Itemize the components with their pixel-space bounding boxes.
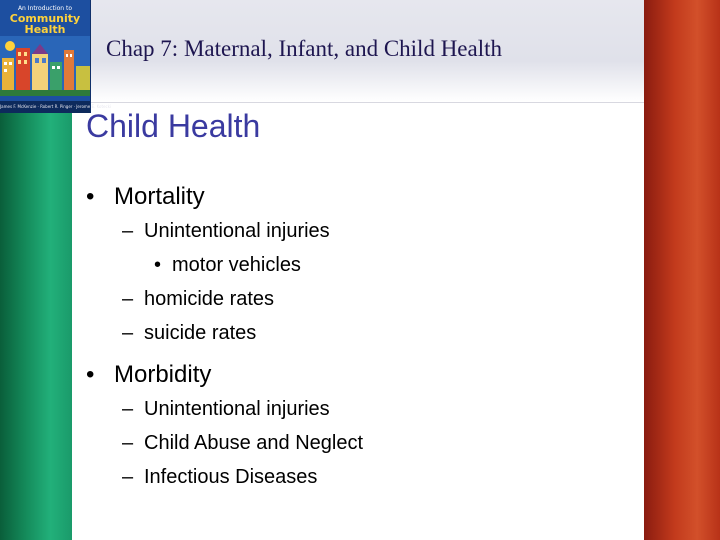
header-divider [72,102,644,103]
bullet-label: Morbidity [114,361,212,388]
sub-item-homicide-rates [86,282,636,316]
cover-authors: James F. McKenzie · Robert R. Pinger · Jerome E. Kotecki [0,101,90,113]
sub-item-label: Child Abuse and Neglect [144,432,364,454]
bullet-dot-icon: • [86,361,95,388]
dash-icon: – [122,398,134,420]
slide-header: Chap 7: Maternal, Infant, and Child Health [106,36,503,61]
sub-item-label: Infectious Diseases [144,466,318,488]
sub-item-suicide-rates [86,316,636,350]
sub-item-label: Unintentional injuries [144,220,330,242]
dash-icon: – [122,432,134,454]
bullet-morbidity [86,358,636,392]
cover-title-line1: Community [9,12,81,25]
bullet-dot-icon: • [154,254,162,276]
slide-title: Child Health [86,108,261,144]
spacer [86,350,636,354]
right-decorative-bar [644,0,720,540]
dash-icon: – [122,220,134,242]
sub-item-label: Unintentional injuries [144,398,330,420]
cover-city-illustration [0,36,90,96]
sub-sub-item-label: motor vehicles [172,254,301,276]
dash-icon: – [122,466,134,488]
slide-content [86,176,636,494]
cover-subtitle: An Introduction to [17,5,73,12]
sub-item-label: suicide rates [144,322,257,344]
sub-item-infectious-diseases [86,460,636,494]
cover-title-line2: Health [24,23,66,36]
sub-item-child-abuse [86,426,636,460]
bullet-mortality [86,180,636,214]
book-cover-image [0,0,112,113]
sub-item-unintentional-injuries [86,214,636,248]
sub-item-unintentional-injuries [86,392,636,426]
dash-icon: – [122,322,134,344]
bullet-label: Mortality [114,183,205,210]
sub-sub-item-motor-vehicles [86,248,636,282]
bullet-dot-icon: • [86,183,95,210]
cover-title [4,13,86,35]
dash-icon: – [122,288,134,310]
sub-item-label: homicide rates [144,288,275,310]
